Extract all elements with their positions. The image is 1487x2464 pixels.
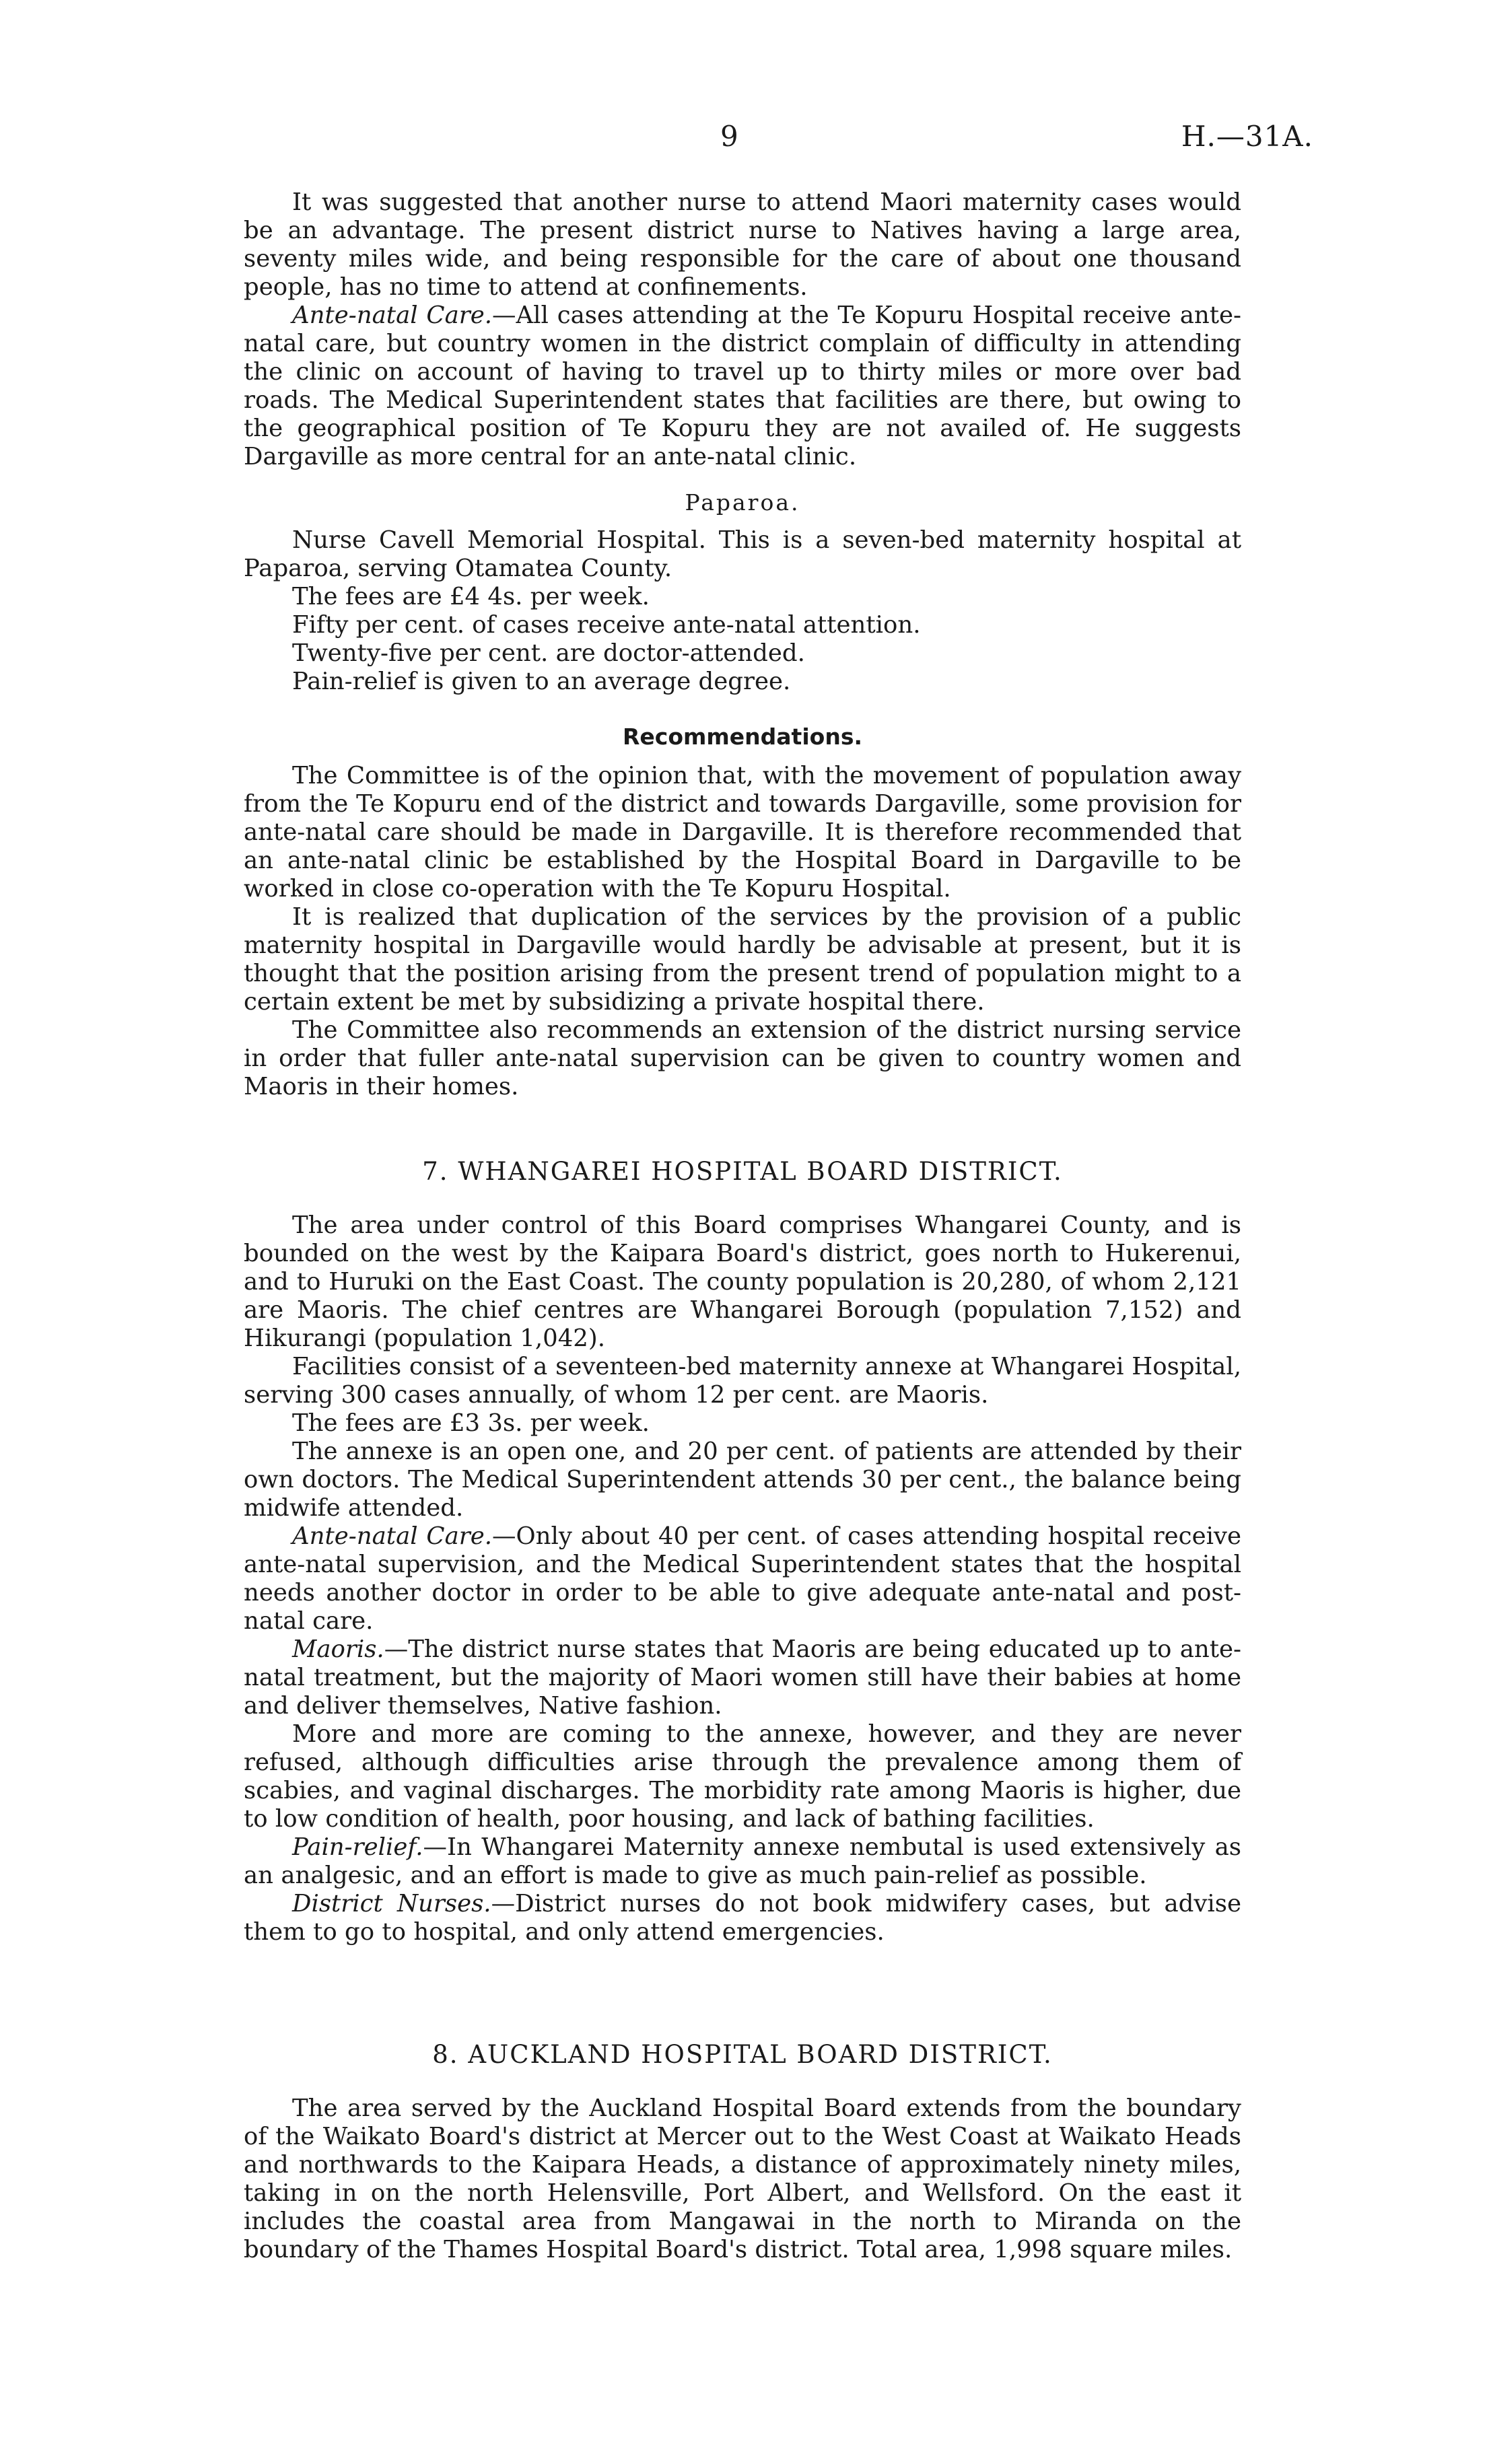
inline-heading: Pain-relief.	[292, 1833, 423, 1861]
paragraph	[244, 1522, 1241, 1635]
subsection-heading-paparoa: Paparoa.	[685, 489, 800, 516]
inline-heading: District Nurses.	[292, 1890, 491, 1917]
paragraph: Twenty-five per cent. are doctor-attended.	[292, 639, 805, 667]
paragraph: Pain-relief is given to an average degree.	[292, 668, 791, 695]
paragraph-text: —The district nurse states that Maoris are being educated up to ante-natal treatment, but the majority of Maori women still have their babies at home and deliver themselves, Native fashion.	[244, 1635, 1241, 1720]
inline-heading: Maoris.	[292, 1635, 384, 1663]
paragraph: Nurse Cavell Memorial Hospital. This is a seven-bed maternity hospital at Paparoa, serving Otamatea County.	[244, 526, 1241, 582]
paragraph-text: —All cases attending at the Te Kopuru Hospital receive ante-natal care, but country women in the district complain of difficulty in attending the clinic on account of having to travel up to thirty miles or more over bad roads. The Medical Superintendent states that facilities are there, but owing to the geographical position of Te Kopuru they are not availed of. He suggests Dargaville as more central for an ante-natal clinic.	[244, 302, 1241, 470]
paragraph: The area under control of this Board comprises Whangarei County, and is bounded on the west by the Kaipara Board's district, goes north to Hukerenui, and to Huruki on the East Coast. The county population is 20,280, of whom 2,121 are Maoris. The chief centres are Whangarei Borough (population 7,152) and Hikurangi (population 1,042).	[244, 1211, 1241, 1352]
paragraph: Facilities consist of a seventeen-bed maternity annexe at Whangarei Hospital, serving 300 cases annually, of whom 12 per cent. are Maoris.	[244, 1353, 1241, 1409]
paragraph: The annexe is an open one, and 20 per cent. of patients are attended by their own doctors. The Medical Superintendent attends 30 per cent., the balance being midwife attended.	[244, 1438, 1241, 1522]
inline-heading: Ante-natal Care.	[292, 302, 493, 329]
paragraph: It is realized that duplication of the services by the provision of a public maternity hospital in Dargaville would hardly be advisable at present, but it is thought that the position arising from the present trend of population might to a certain extent be met by subsidizing a private hospital there.	[244, 903, 1241, 1016]
document-body	[244, 188, 1241, 2264]
paragraph-text: —Only about 40 per cent. of cases attending hospital receive ante-natal supervision, and the Medical Superintendent states that the hospital needs another doctor in order to be able to give adequate ante-natal and post-natal care.	[244, 1522, 1241, 1635]
subsection-heading-recommendations: Recommendations.	[623, 724, 862, 750]
paragraph: It was suggested that another nurse to attend Maori maternity cases would be an advantage. The present district nurse to Natives having a large area, seventy miles wide, and being responsible for the care of about one thousand people, has no time to attend at confinements.	[244, 188, 1241, 301]
paragraph	[244, 1833, 1241, 1890]
paragraph: The Committee is of the opinion that, with the movement of population away from the Te Kopuru end of the district and towards Dargaville, some provision for ante-natal care should be made in Dargaville. It is therefore recommended that an ante-natal clinic be established by the Hospital Board in Dargaville to be worked in close co-operation with the Te Kopuru Hospital.	[244, 762, 1241, 903]
paragraph: The fees are £4 4s. per week.	[292, 583, 650, 610]
paragraph: The area served by the Auckland Hospital Board extends from the boundary of the Waikato Board's district at Mercer out to the West Coast at Waikato Heads and northwards to the Kaipara Heads, a distance of approximately ninety miles, taking in on the north Helensville, Port Albert, and Wellsford. On the east it includes the coastal area from Mangawai in the north to Miranda on the boundary of the Thames Hospital Board's district. Total area, 1,998 square miles.	[244, 2095, 1241, 2263]
paragraph: More and more are coming to the annexe, however, and they are never refused, although difficulties arise through the prevalence among them of scabies, and vaginal discharges. The morbidity rate among Maoris is higher, due to low condition of health, poor housing, and lack of bathing facilities.	[244, 1720, 1241, 1833]
inline-heading: Ante-natal Care.	[292, 1522, 493, 1550]
paragraph-text: —In Whangarei Maternity annexe nembutal is used extensively as an analgesic, and an effort is made to give as much pain-relief as possible.	[244, 1833, 1241, 1889]
paragraph	[244, 1635, 1241, 1720]
paragraph: The Committee also recommends an extension of the district nursing service in order that fuller ante-natal supervision can be given to country women and Maoris in their homes.	[244, 1016, 1241, 1100]
paragraph: Fifty per cent. of cases receive ante-natal attention.	[292, 611, 921, 639]
section-heading-auckland: 8. AUCKLAND HOSPITAL BOARD DISTRICT.	[432, 2040, 1053, 2069]
page-number: 9	[720, 120, 738, 153]
paragraph	[244, 302, 1241, 471]
section-heading-whangarei: 7. WHANGAREI HOSPITAL BOARD DISTRICT.	[422, 1157, 1063, 1186]
report-reference: H.—31A.	[1181, 120, 1313, 153]
paragraph: The fees are £3 3s. per week.	[292, 1409, 650, 1437]
paragraph-text: —District nurses do not book midwifery cases, but advise them to go to hospital, and only attend emergencies.	[244, 1890, 1241, 1946]
paragraph	[244, 1890, 1241, 1946]
